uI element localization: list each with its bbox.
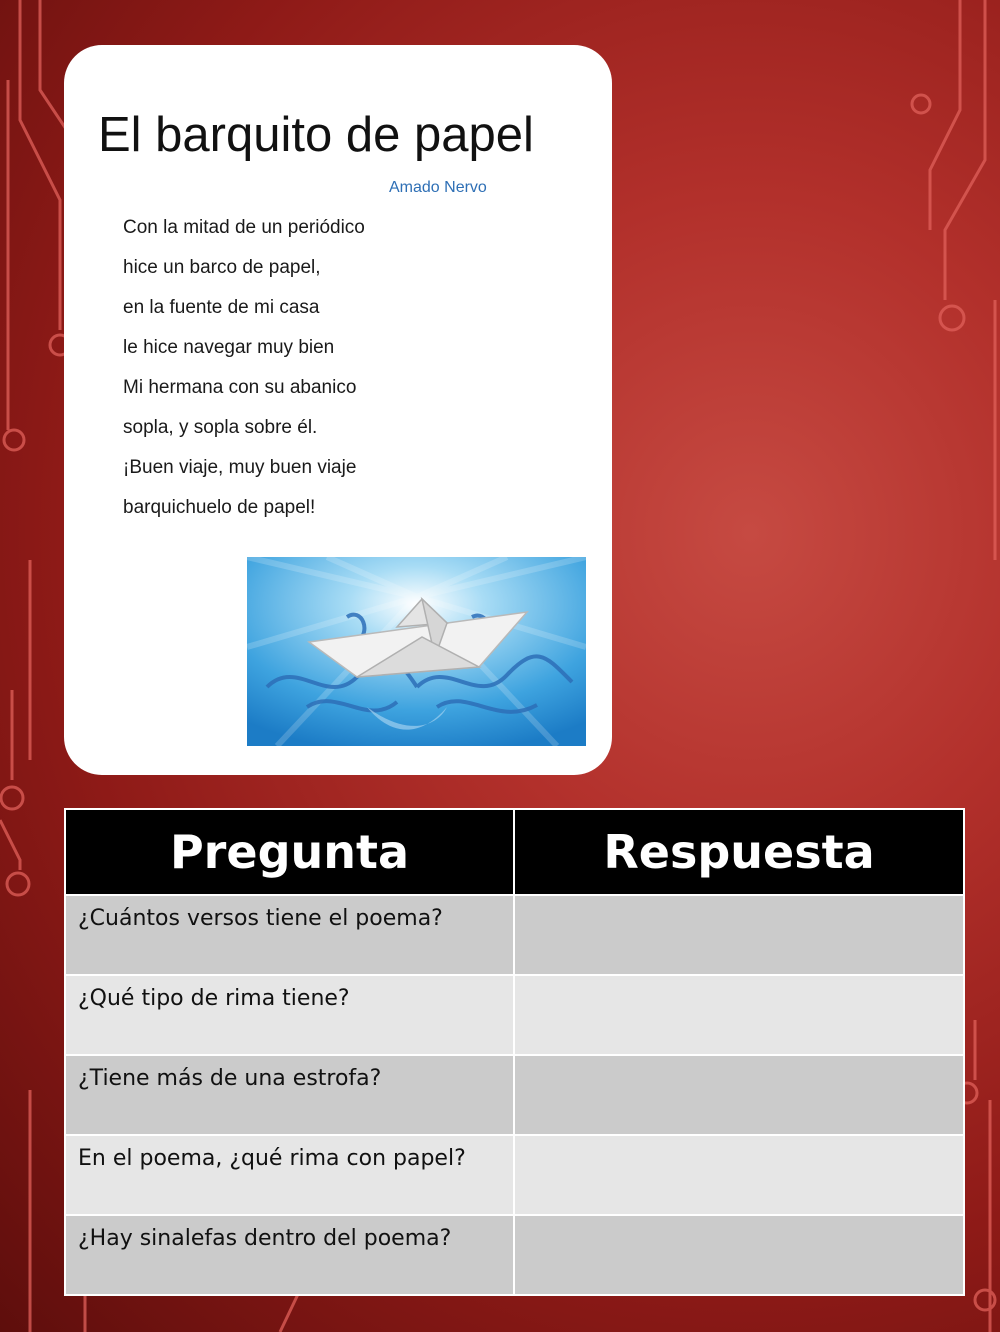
poem-verse: en la fuente de mi casa [123,297,320,318]
question-cell: ¿Qué tipo de rima tiene? [65,975,514,1055]
answer-cell[interactable] [514,1055,964,1135]
poem-verse: barquichuelo de papel! [123,497,316,518]
poem-verse: Mi hermana con su abanico [123,377,357,398]
poem-verse: Con la mitad de un periódico [123,217,365,238]
poem-card [64,45,612,775]
table-row [65,1055,964,1135]
paper-boat-illustration [247,557,586,746]
poem-verse: hice un barco de papel, [123,257,321,278]
answer-cell[interactable] [514,895,964,975]
question-cell: En el poema, ¿qué rima con papel? [65,1135,514,1215]
question-cell: ¿Hay sinalefas dentro del poema? [65,1215,514,1295]
answer-cell[interactable] [514,975,964,1055]
table-row [65,1135,964,1215]
table-row [65,1215,964,1295]
poem-verse: ¡Buen viaje, muy buen viaje [123,457,357,478]
table-row [65,975,964,1055]
poem-verse: le hice navegar muy bien [123,337,335,358]
poem-title: El barquito de papel [98,108,534,162]
question-cell: ¿Cuántos versos tiene el poema? [65,895,514,975]
poem-author: Amado Nervo [389,179,487,196]
header-pregunta: Pregunta [65,809,514,895]
poem-verse: sopla, y sopla sobre él. [123,417,318,438]
poem-verses [123,215,365,535]
answer-cell[interactable] [514,1215,964,1295]
answer-cell[interactable] [514,1135,964,1215]
table-row [65,895,964,975]
header-respuesta: Respuesta [514,809,964,895]
question-answer-table [64,808,965,1296]
question-cell: ¿Tiene más de una estrofa? [65,1055,514,1135]
